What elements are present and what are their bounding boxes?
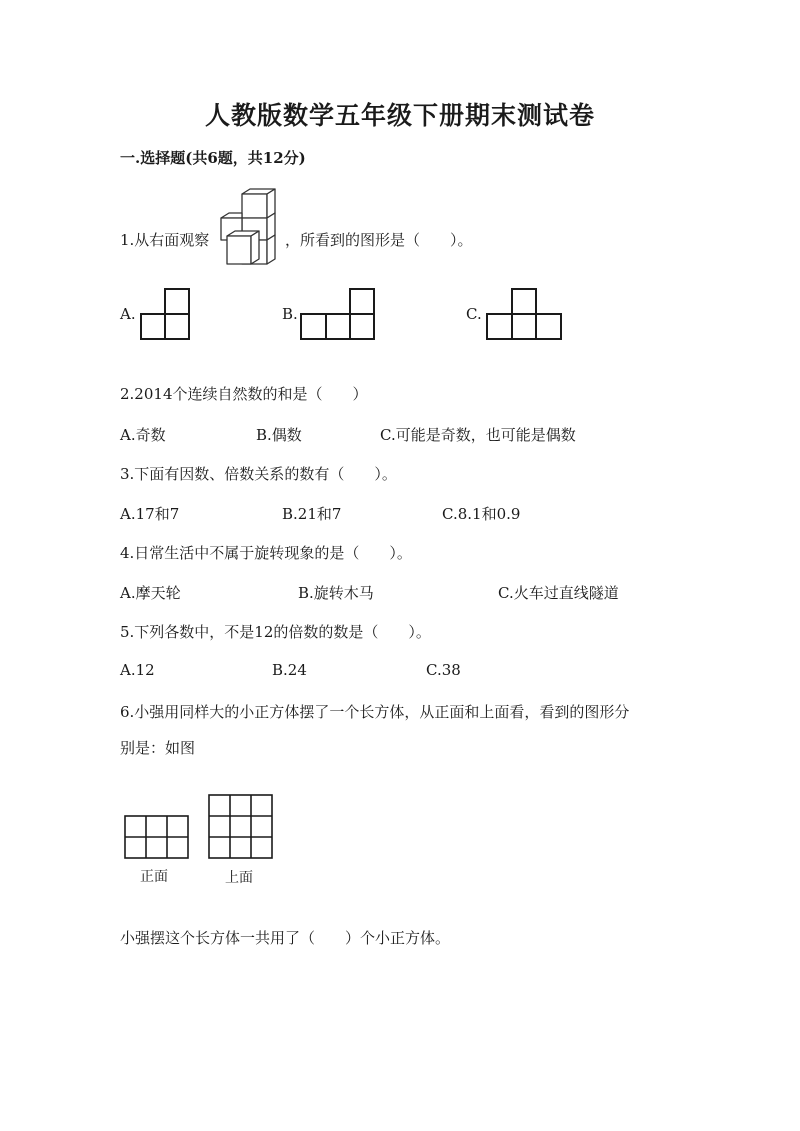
question-2-prompt: 2.2014个连续自然数的和是（ ） bbox=[120, 385, 368, 403]
question-4-option-a[interactable]: A.摩天轮 bbox=[120, 584, 181, 602]
question-1-prompt-before: 1.从右面观察 bbox=[120, 231, 210, 249]
question-1-option-c-shape bbox=[486, 288, 564, 342]
question-3-option-b[interactable]: B.21和7 bbox=[282, 505, 342, 523]
question-2-option-b[interactable]: B.偶数 bbox=[256, 426, 302, 444]
question-4-prompt: 4.日常生活中不属于旋转现象的是（ ）。 bbox=[120, 544, 412, 562]
question-5-option-b[interactable]: B.24 bbox=[272, 661, 307, 679]
question-5-prompt: 5.下列各数中，不是12的倍数的数是（ ）。 bbox=[120, 623, 431, 641]
question-3-prompt: 3.下面有因数、倍数关系的数有（ ）。 bbox=[120, 465, 397, 483]
option-label: A. bbox=[120, 305, 136, 323]
top-view-caption: 上面 bbox=[225, 870, 253, 886]
front-view-caption: 正面 bbox=[140, 869, 168, 885]
question-3-option-a[interactable]: A.17和7 bbox=[120, 505, 180, 523]
option-label: C. bbox=[466, 305, 482, 323]
question-6-follow-up: 小强摆这个长方体一共用了（ ）个小正方体。 bbox=[120, 929, 451, 947]
question-1-prompt-after: ，所看到的图形是（ ）。 bbox=[285, 231, 473, 249]
question-1-option-a-shape bbox=[140, 288, 192, 342]
question-1-option-b[interactable] bbox=[282, 305, 298, 323]
question-6-prompt-line-2: 别是：如图 bbox=[120, 739, 196, 757]
question-6-prompt-line-1: 6.小强用同样大的小正方体摆了一个长方体，从正面和上面看，看到的图形分 bbox=[120, 703, 630, 721]
question-1-option-c[interactable] bbox=[466, 305, 482, 323]
question-2-option-a[interactable]: A.奇数 bbox=[120, 426, 166, 444]
question-4-option-c[interactable]: C.火车过直线隧道 bbox=[498, 584, 619, 602]
question-6-top-view-figure bbox=[208, 794, 274, 860]
question-1-option-a[interactable] bbox=[120, 305, 136, 323]
question-1-option-b-shape bbox=[300, 288, 378, 342]
question-3-option-c[interactable]: C.8.1和0.9 bbox=[442, 505, 521, 523]
question-5-option-c[interactable]: C.38 bbox=[426, 661, 461, 679]
question-5-option-a[interactable]: A.12 bbox=[120, 661, 155, 679]
section-heading: 一.选择题(共6题，共12分) bbox=[120, 149, 306, 167]
question-6-front-view-figure bbox=[124, 815, 190, 861]
question-2-option-c[interactable]: C.可能是奇数，也可能是偶数 bbox=[380, 426, 576, 444]
page-title: 人教版数学五年级下册期末测试卷 bbox=[204, 101, 595, 130]
option-label: B. bbox=[282, 305, 298, 323]
question-1-cube-stack-figure bbox=[218, 188, 278, 268]
question-4-option-b[interactable]: B.旋转木马 bbox=[298, 584, 374, 602]
